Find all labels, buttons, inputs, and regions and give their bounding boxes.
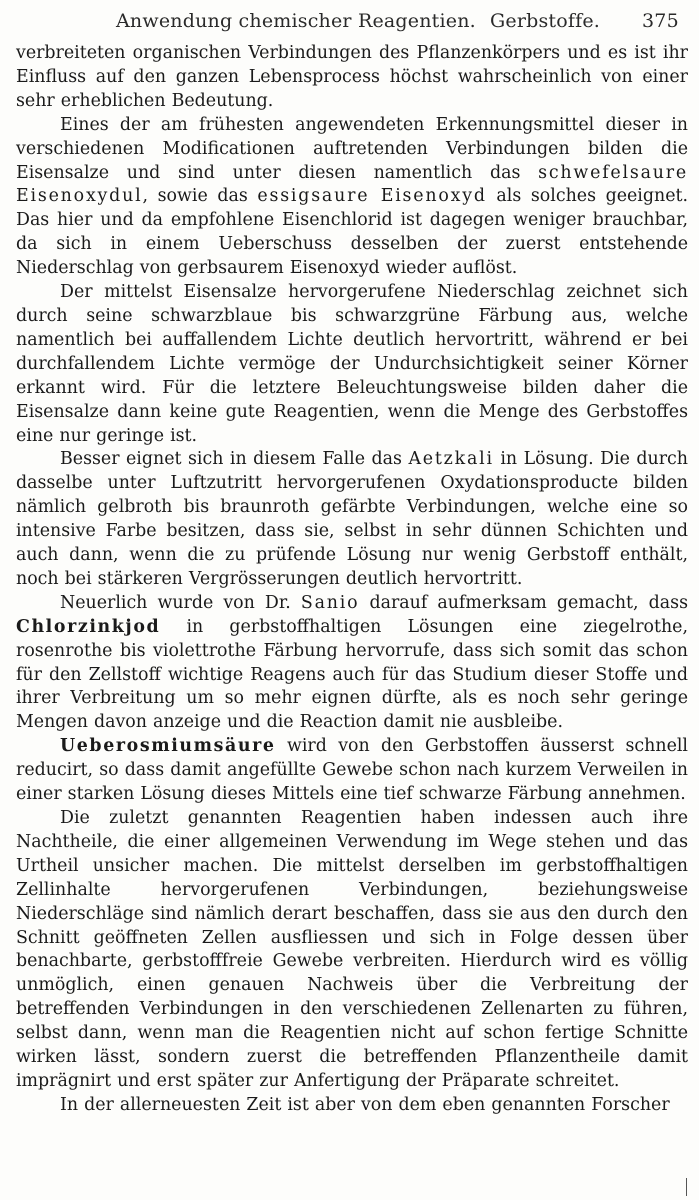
emphasized-text: schwefelsaure Eisenoxydul	[16, 162, 688, 207]
text-run: Die zuletzt genannten Reagentien haben indessen auch ihre Nachtheile, die einer allgemeinen Verwendung im Wege stehen und das Urtheil unsicher machen. Die mittelst derselben im gerbstoffhaltigen Zellinhalte hervorgerufenen Verbindungen, beziehungsweise Niederschläge sind nämlich derart beschaffen, dass sie aus den durch den Schnitt geöffneten Zellen ausfliessen und sich in Folge dessen über benachbarte, gerbstofffreie Gewebe verbreiten. Hierdurch wird es völlig unmöglich, einen genauen Nachweis über die Verbreitung der betreffenden Verbindungen in den verschiedenen Zellenarten zu führen, selbst dann, wenn man die Reagentien nicht auf schon fertige Schnitte wirken lässt, sondern zuerst die betreffenden Pflanzentheile damit imprägnirt und erst später zur Anfertigung der Präparate schreitet.	[16, 808, 688, 1091]
running-head-subject: Gerbstoffe.	[490, 10, 601, 32]
paragraph	[16, 1094, 688, 1118]
text-run: Besser eignet sich in diesem Falle das	[60, 449, 409, 470]
text-run: Eines der am frühesten angewendeten Erkennungsmittel dieser in verschiedenen Modificationen auftretenden Verbindungen bilden die Eisensalze und sind unter diesen namentlich das	[16, 114, 688, 183]
text-run: in gerbstoffhaltigen Lösungen eine ziegelrothe, rosenrothe bis violettrothe Färbung hervorrufe, dass sich somit das schon für den Zellstoff wichtige Reagens auch für das Studium dieser Stoffe und ihrer Verbreitung um so mehr eignen dürfte, als es noch sehr geringe Mengen davon anzeige und die Reaction damit nie ausbleibe.	[16, 616, 688, 733]
running-head	[0, 6, 699, 36]
paragraph	[16, 42, 688, 114]
text-run: , sowie das	[142, 186, 258, 207]
paragraph	[16, 592, 688, 735]
emphasized-text: Sanio	[300, 592, 360, 613]
running-head-title: Anwendung chemischer Reagentien.	[116, 10, 476, 32]
text-run: wird von den Gerbstoffen äusserst schnell reducirt, so dass damit angefüllte Gewebe schon nach kurzem Verweilen in einer starken Lösung dieses Mittels eine tief schwarze Färbung annehmen.	[16, 736, 688, 805]
emphasized-text: essigsaure Eisenoxyd	[257, 186, 487, 207]
text-run: in Lösung. Die durch dasselbe unter Luftzutritt hervorgerufenen Oxydationsproducte bilden nämlich gelbroth bis braunroth gefärbte Verbindungen, welche eine so intensive Farbe besitzen, dass sie, selbst in sehr dünnen Schichten und auch dann, wenn die zu prüfende Lösung nur wenig Gerbstoff enthält, noch bei stärkeren Vergrösserungen deutlich hervortritt.	[16, 449, 688, 589]
pencil-mark	[686, 1178, 687, 1196]
paragraph	[16, 448, 688, 591]
text-run: als solches geeignet. Das hier und da empfohlene Eisenchlorid ist dagegen weniger brauchbar, da sich in einem Ueberschuss desselben der zuerst entstehende Niederschlag von gerbsaurem Eisenoxyd wieder auflöst.	[16, 186, 689, 279]
emphasized-text: Chlorzinkjod	[16, 616, 161, 637]
paragraph	[16, 735, 688, 807]
emphasized-text: Ueberosmiumsäure	[60, 736, 276, 757]
text-run: darauf aufmerksam gemacht, dass	[359, 592, 688, 613]
paragraph	[16, 807, 688, 1094]
emphasized-text: Aetzkali	[408, 449, 494, 470]
text-run: Neuerlich wurde von Dr.	[60, 592, 301, 613]
paragraph	[16, 281, 688, 448]
text-run: In der allerneuesten Zeit ist aber von dem eben genannten Forscher	[60, 1094, 670, 1115]
page-number: 375	[642, 10, 679, 32]
text-run: Der mittelst Eisensalze hervorgerufene Niederschlag zeichnet sich durch seine schwarzblaue bis schwarzgrüne Färbung aus, welche namentlich bei auffallendem Lichte deutlich hervortritt, während er bei durchfallendem Lichte vermöge der Undurchsichtigkeit seiner Körner erkannt wird. Für die letztere Beleuchtungsweise bilden daher die Eisensalze dann keine gute Reagentien, wenn die Menge des Gerbstoffes eine nur geringe ist.	[16, 282, 688, 446]
body-text	[16, 42, 688, 1118]
text-run: verbreiteten organischen Verbindungen des Pflanzenkörpers und es ist ihr Einfluss auf den ganzen Lebensprocess höchst wahrscheinlich von einer sehr erheblichen Bedeutung.	[16, 43, 688, 111]
paragraph	[16, 114, 688, 281]
